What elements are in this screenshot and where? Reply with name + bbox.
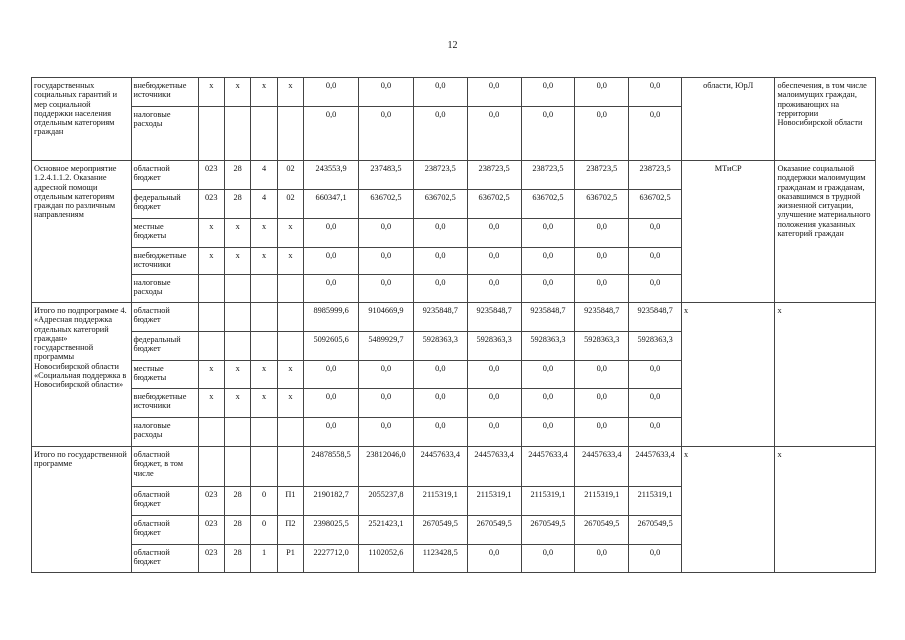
amount-cell: 0,0 (521, 219, 575, 248)
amount-cell: 0,0 (521, 248, 575, 275)
activity-name-cell: Итого по подпрограмме 4. «Адресная поддержка отдельных категорий граждан» государственной программы Новосибирской области «Социальная поддержка в Новосибирской области» (32, 303, 132, 447)
funding-source-cell: областной бюджет, в том числе (131, 447, 198, 487)
amount-cell: 0,0 (629, 361, 682, 389)
budget-code-cell: 28 (224, 190, 250, 219)
amount-cell: 0,0 (629, 275, 682, 303)
amount-cell: 2670549,5 (575, 516, 629, 545)
amount-cell: 2670549,5 (629, 516, 682, 545)
table-row (32, 303, 876, 332)
budget-code-cell: x (277, 219, 303, 248)
funding-source-cell: налоговые расходы (131, 418, 198, 447)
budget-code-cell: 4 (251, 190, 277, 219)
funding-source-cell: областной бюджет (131, 516, 198, 545)
amount-cell: 0,0 (467, 248, 521, 275)
amount-cell: 0,0 (359, 107, 414, 161)
amount-cell: 0,0 (521, 361, 575, 389)
amount-cell: 0,0 (413, 248, 467, 275)
budget-code-cell (251, 107, 277, 161)
budget-code-cell: x (224, 389, 250, 418)
budget-code-cell: 1 (251, 545, 277, 573)
budget-code-cell: x (198, 389, 224, 418)
expected-result-cell: x (775, 303, 876, 447)
budget-code-cell: x (224, 248, 250, 275)
funding-source-cell: областной бюджет (131, 487, 198, 516)
budget-code-cell: 28 (224, 487, 250, 516)
amount-cell: 1123428,5 (413, 545, 467, 573)
budget-code-cell (251, 303, 277, 332)
amount-cell: 238723,5 (521, 161, 575, 190)
budget-code-cell: 02 (277, 161, 303, 190)
budget-code-cell (198, 107, 224, 161)
amount-cell: 0,0 (304, 361, 359, 389)
amount-cell: 636702,5 (575, 190, 629, 219)
amount-cell: 0,0 (521, 389, 575, 418)
amount-cell: 23812046,0 (359, 447, 414, 487)
budget-code-cell (277, 275, 303, 303)
budget-code-cell (277, 418, 303, 447)
amount-cell: 0,0 (521, 78, 575, 107)
budget-code-cell (251, 447, 277, 487)
table-row (32, 447, 876, 487)
amount-cell: 5928363,3 (575, 332, 629, 361)
budget-code-cell (198, 447, 224, 487)
budget-code-cell: 0 (251, 516, 277, 545)
amount-cell: 0,0 (575, 248, 629, 275)
amount-cell: 9235848,7 (629, 303, 682, 332)
table-row (32, 78, 876, 107)
amount-cell: 0,0 (629, 219, 682, 248)
amount-cell: 2521423,1 (359, 516, 414, 545)
amount-cell: 24457633,4 (629, 447, 682, 487)
budget-code-cell (251, 275, 277, 303)
amount-cell: 636702,5 (413, 190, 467, 219)
budget-code-cell: x (251, 389, 277, 418)
amount-cell: 0,0 (304, 275, 359, 303)
funding-source-cell: внебюджетные источники (131, 389, 198, 418)
budget-code-cell: П1 (277, 487, 303, 516)
budget-code-cell: 023 (198, 190, 224, 219)
amount-cell: 238723,5 (575, 161, 629, 190)
amount-cell: 2670549,5 (467, 516, 521, 545)
amount-cell: 0,0 (359, 275, 414, 303)
amount-cell: 5928363,3 (629, 332, 682, 361)
budget-code-cell (224, 303, 250, 332)
amount-cell: 2398025,5 (304, 516, 359, 545)
amount-cell: 0,0 (629, 389, 682, 418)
amount-cell: 0,0 (521, 107, 575, 161)
funding-source-cell: областной бюджет (131, 545, 198, 573)
amount-cell: 0,0 (359, 248, 414, 275)
amount-cell: 237483,5 (359, 161, 414, 190)
budget-code-cell: 023 (198, 516, 224, 545)
amount-cell: 9235848,7 (467, 303, 521, 332)
budget-code-cell (224, 418, 250, 447)
budget-code-cell: x (277, 361, 303, 389)
amount-cell: 0,0 (467, 78, 521, 107)
amount-cell: 0,0 (467, 219, 521, 248)
amount-cell: 2190182,7 (304, 487, 359, 516)
budget-code-cell: 02 (277, 190, 303, 219)
amount-cell: 24457633,4 (413, 447, 467, 487)
amount-cell: 2115319,1 (629, 487, 682, 516)
amount-cell: 24457633,4 (521, 447, 575, 487)
budget-code-cell: x (198, 78, 224, 107)
executor-cell: МТиСР (682, 161, 775, 303)
amount-cell: 238723,5 (467, 161, 521, 190)
expected-result-cell: обеспечения, в том числе малоимущих граждан, проживающих на территории Новосибирской области (775, 78, 876, 161)
budget-code-cell: 023 (198, 161, 224, 190)
amount-cell: 0,0 (467, 418, 521, 447)
budget-code-cell: x (198, 248, 224, 275)
amount-cell: 0,0 (359, 78, 414, 107)
executor-cell: x (682, 303, 775, 447)
amount-cell: 0,0 (413, 389, 467, 418)
amount-cell: 2670549,5 (521, 516, 575, 545)
amount-cell: 2115319,1 (521, 487, 575, 516)
amount-cell: 0,0 (575, 219, 629, 248)
amount-cell: 2115319,1 (575, 487, 629, 516)
amount-cell: 0,0 (575, 107, 629, 161)
budget-code-cell (198, 418, 224, 447)
budget-code-cell (277, 332, 303, 361)
amount-cell: 5092605,6 (304, 332, 359, 361)
funding-source-cell: федеральный бюджет (131, 190, 198, 219)
budget-code-cell: x (277, 389, 303, 418)
budget-code-cell: 28 (224, 161, 250, 190)
amount-cell: 2670549,5 (413, 516, 467, 545)
amount-cell: 9235848,7 (521, 303, 575, 332)
amount-cell: 0,0 (304, 219, 359, 248)
amount-cell: 636702,5 (521, 190, 575, 219)
amount-cell: 2227712,0 (304, 545, 359, 573)
amount-cell: 5928363,3 (413, 332, 467, 361)
budget-code-cell (277, 447, 303, 487)
amount-cell: 0,0 (413, 275, 467, 303)
amount-cell: 0,0 (467, 389, 521, 418)
budget-code-cell (224, 107, 250, 161)
amount-cell: 0,0 (629, 107, 682, 161)
budget-code-cell: x (277, 78, 303, 107)
activity-name-cell: Основное мероприятие 1.2.4.1.1.2. Оказание адресной помощи отдельным категориям граждан по различным направлениям (32, 161, 132, 303)
amount-cell: 0,0 (575, 78, 629, 107)
amount-cell: 0,0 (629, 78, 682, 107)
amount-cell: 0,0 (359, 418, 414, 447)
amount-cell: 8985999,6 (304, 303, 359, 332)
amount-cell: 0,0 (359, 361, 414, 389)
amount-cell: 0,0 (359, 219, 414, 248)
activity-name-cell: Итого по государственной программе (32, 447, 132, 573)
budget-code-cell: x (251, 361, 277, 389)
amount-cell: 0,0 (467, 275, 521, 303)
amount-cell: 0,0 (521, 418, 575, 447)
budget-code-cell: x (198, 219, 224, 248)
amount-cell: 24457633,4 (575, 447, 629, 487)
budget-code-cell: x (251, 248, 277, 275)
budget-code-cell: 023 (198, 545, 224, 573)
funding-source-cell: областной бюджет (131, 161, 198, 190)
executor-cell: области, ЮрЛ (682, 78, 775, 161)
budget-code-cell (198, 332, 224, 361)
budget-code-cell (277, 107, 303, 161)
budget-code-cell (224, 447, 250, 487)
funding-source-cell: внебюджетные источники (131, 248, 198, 275)
funding-source-cell: местные бюджеты (131, 361, 198, 389)
amount-cell: 0,0 (629, 418, 682, 447)
amount-cell: 238723,5 (629, 161, 682, 190)
budget-code-cell (198, 275, 224, 303)
funding-source-cell: внебюджетные источники (131, 78, 198, 107)
amount-cell: 0,0 (304, 248, 359, 275)
amount-cell: 0,0 (359, 389, 414, 418)
amount-cell: 0,0 (575, 418, 629, 447)
budget-code-cell: 28 (224, 516, 250, 545)
amount-cell: 0,0 (521, 275, 575, 303)
amount-cell: 24878558,5 (304, 447, 359, 487)
page-number: 12 (447, 40, 458, 51)
amount-cell: 5928363,3 (521, 332, 575, 361)
amount-cell: 0,0 (467, 107, 521, 161)
amount-cell: 1102052,6 (359, 545, 414, 573)
funding-source-cell: областной бюджет (131, 303, 198, 332)
budget-code-cell: 023 (198, 487, 224, 516)
amount-cell: 660347,1 (304, 190, 359, 219)
amount-cell: 0,0 (467, 361, 521, 389)
amount-cell: 5928363,3 (467, 332, 521, 361)
budget-code-cell (251, 332, 277, 361)
amount-cell: 0,0 (629, 248, 682, 275)
budget-code-cell (198, 303, 224, 332)
expected-result-cell: x (775, 447, 876, 573)
amount-cell: 2055237,8 (359, 487, 414, 516)
amount-cell: 0,0 (304, 418, 359, 447)
amount-cell: 636702,5 (467, 190, 521, 219)
budget-table (31, 77, 876, 573)
budget-code-cell: x (224, 78, 250, 107)
budget-code-cell (224, 332, 250, 361)
amount-cell: 0,0 (575, 275, 629, 303)
amount-cell: 24457633,4 (467, 447, 521, 487)
amount-cell: 636702,5 (629, 190, 682, 219)
executor-cell: x (682, 447, 775, 573)
amount-cell: 2115319,1 (467, 487, 521, 516)
amount-cell: 0,0 (575, 545, 629, 573)
amount-cell: 0,0 (304, 78, 359, 107)
amount-cell: 0,0 (413, 107, 467, 161)
amount-cell: 0,0 (575, 361, 629, 389)
amount-cell: 0,0 (413, 219, 467, 248)
funding-source-cell: местные бюджеты (131, 219, 198, 248)
amount-cell: 0,0 (304, 389, 359, 418)
amount-cell: 5489929,7 (359, 332, 414, 361)
budget-code-cell: 28 (224, 545, 250, 573)
budget-code-cell: Р1 (277, 545, 303, 573)
amount-cell: 0,0 (413, 78, 467, 107)
budget-code-cell: x (277, 248, 303, 275)
amount-cell: 238723,5 (413, 161, 467, 190)
budget-code-cell: x (224, 361, 250, 389)
amount-cell: 0,0 (304, 107, 359, 161)
activity-name-cell: государственных социальных гарантий и мер социальной поддержки населения отдельным категориям граждан (32, 78, 132, 161)
budget-code-cell: x (198, 361, 224, 389)
budget-code-cell (251, 418, 277, 447)
funding-source-cell: налоговые расходы (131, 107, 198, 161)
amount-cell: 0,0 (521, 545, 575, 573)
budget-code-cell: П2 (277, 516, 303, 545)
amount-cell: 0,0 (413, 418, 467, 447)
amount-cell: 9235848,7 (413, 303, 467, 332)
table-row (32, 161, 876, 190)
amount-cell: 0,0 (629, 545, 682, 573)
budget-code-cell: 4 (251, 161, 277, 190)
amount-cell: 9235848,7 (575, 303, 629, 332)
budget-code-cell: x (224, 219, 250, 248)
expected-result-cell: Оказание социальной поддержки малоимущим гражданам и гражданам, оказавшимся в трудной жизненной ситуации, улучшение материального положения указанных категорий граждан (775, 161, 876, 303)
funding-source-cell: федеральный бюджет (131, 332, 198, 361)
budget-code-cell (277, 303, 303, 332)
budget-code-cell: 0 (251, 487, 277, 516)
amount-cell: 2115319,1 (413, 487, 467, 516)
amount-cell: 0,0 (467, 545, 521, 573)
amount-cell: 636702,5 (359, 190, 414, 219)
budget-code-cell: x (251, 219, 277, 248)
amount-cell: 9104669,9 (359, 303, 414, 332)
amount-cell: 0,0 (575, 389, 629, 418)
budget-code-cell: x (251, 78, 277, 107)
funding-source-cell: налоговые расходы (131, 275, 198, 303)
amount-cell: 243553,9 (304, 161, 359, 190)
budget-code-cell (224, 275, 250, 303)
amount-cell: 0,0 (413, 361, 467, 389)
